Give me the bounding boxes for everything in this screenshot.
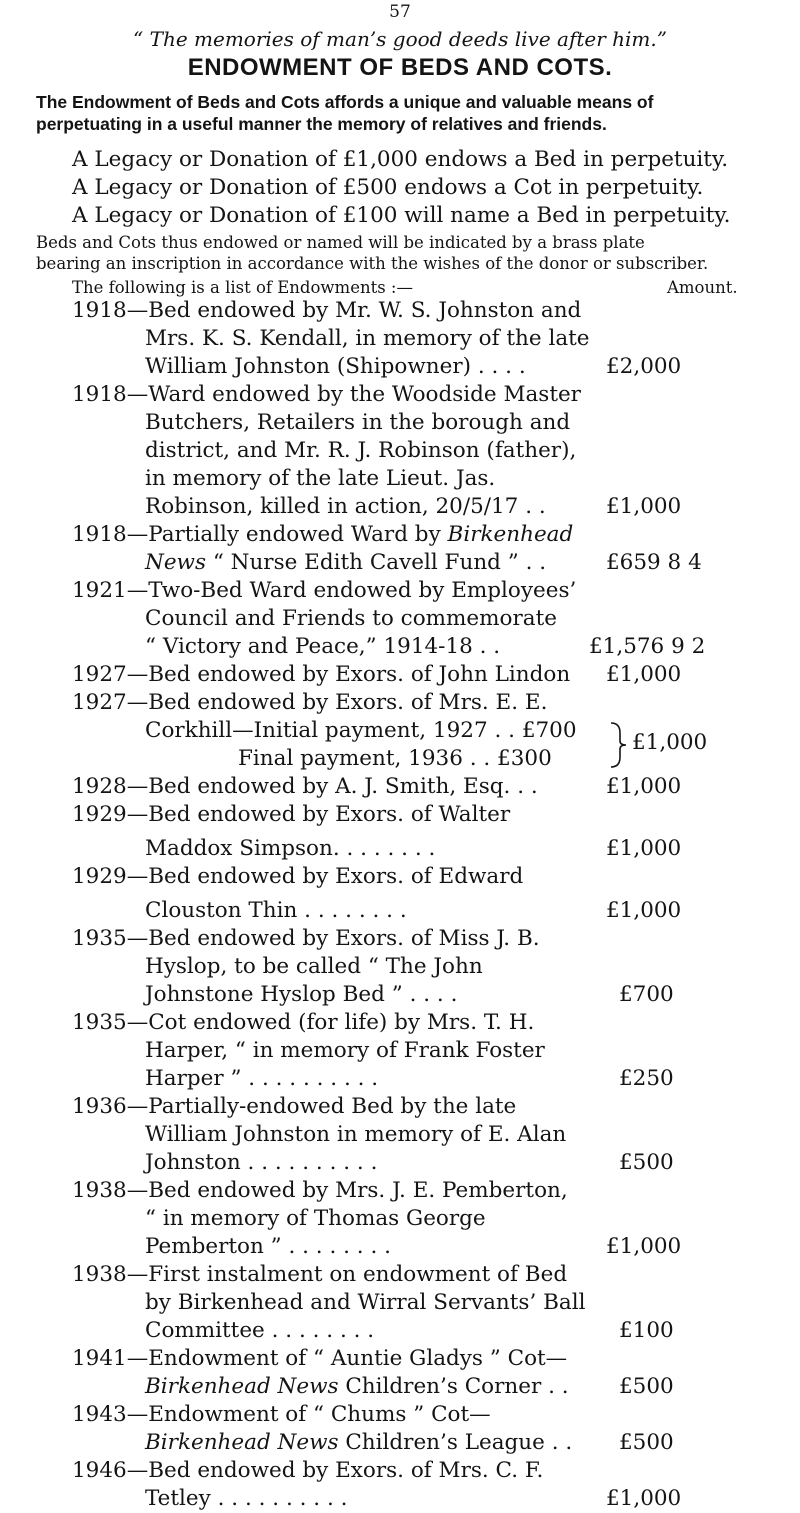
note-line: bearing an inscription in accordance with the wishes of the donor or subscriber. — [36, 254, 709, 273]
entry-line: Mrs. K. S. Kendall, in memory of the late — [145, 326, 590, 351]
entry-amount: £500 — [619, 1374, 674, 1399]
endowment-entry — [72, 689, 792, 773]
endowment-entry — [72, 863, 792, 925]
entry-amount: £700 — [619, 982, 674, 1007]
entry-line: 1938—First instalment on endowment of Bed — [72, 1262, 568, 1287]
entry-amount: £1,000 — [606, 1234, 682, 1259]
entry-line: Children’s Corner . . — [338, 1374, 569, 1399]
endowment-entry — [72, 1457, 792, 1513]
entry-amount: £1,000 — [606, 662, 682, 687]
endowment-entry — [72, 1093, 792, 1177]
entry-line: Pemberton ” . . . . . . . . — [145, 1234, 391, 1259]
newspaper-name: Birkenhead News — [145, 1430, 339, 1455]
entry-amount: £250 — [619, 1066, 674, 1091]
endowment-entry — [72, 521, 792, 577]
entry-line: Clouston Thin . . . . . . . . — [145, 898, 407, 923]
entry-line: “ Victory and Peace,” 1914-18 . . — [145, 634, 501, 659]
note-line: Beds and Cots thus endowed or named will be indicated by a brass plate — [36, 233, 645, 252]
entry-line: William Johnston in memory of E. Alan — [145, 1122, 567, 1147]
entry-amount: £1,000 — [606, 494, 682, 519]
endowment-entry — [72, 381, 792, 521]
entry-line: district, and Mr. R. J. Robinson (father), — [145, 438, 577, 463]
entry-line: Tetley . . . . . . . . . . — [145, 1486, 348, 1511]
epigraph-quote: “ The memories of man’s good deeds live after him.” — [133, 27, 667, 51]
entry-line: 1941—Endowment of “ Auntie Gladys ” Cot— — [72, 1346, 568, 1371]
legacy-line-name-bed: A Legacy or Donation of £100 will name a Bed in perpetuity. — [72, 203, 731, 228]
entry-line: Harper, “ in memory of Frank Foster — [145, 1038, 545, 1063]
entry-amount: £1,000 — [606, 1486, 682, 1511]
entry-line: Final payment, 1936 . . £300 — [238, 746, 552, 771]
entry-line: 1929—Bed endowed by Exors. of Walter — [72, 802, 511, 827]
entry-amount: £2,000 — [606, 354, 682, 379]
endowment-entry — [72, 773, 792, 801]
entry-line: Council and Friends to commemorate — [145, 606, 557, 631]
newspaper-name: Birkenhead News — [145, 1374, 339, 1399]
endowment-entry — [72, 801, 792, 863]
entry-line: Robinson, killed in action, 20/5/17 . . — [145, 494, 546, 519]
entry-amount: £100 — [619, 1318, 674, 1343]
entry-amount: £500 — [619, 1150, 674, 1175]
entry-line: 1935—Bed endowed by Exors. of Miss J. B. — [72, 926, 540, 951]
entry-line: 1921—Two-Bed Ward endowed by Employees’ — [72, 578, 577, 603]
endowment-entry — [72, 1261, 792, 1345]
entry-line: by Birkenhead and Wirral Servants’ Ball — [145, 1290, 586, 1315]
legacy-line-cot: A Legacy or Donation of £500 endows a Cot in perpetuity. — [72, 175, 704, 200]
entry-amount: £659 8 4 — [606, 550, 702, 575]
entry-line: William Johnston (Shipowner) . . . . — [145, 354, 526, 379]
entry-line: 1929—Bed endowed by Exors. of Edward — [72, 864, 524, 889]
entry-line: 1918—Ward endowed by the Woodside Master — [72, 382, 581, 407]
legacy-line-bed: A Legacy or Donation of £1,000 endows a Bed in perpetuity. — [72, 147, 729, 172]
entry-line: “ in memory of Thomas George — [145, 1206, 486, 1231]
entry-line: Corkhill—Initial payment, 1927 . . £700 — [145, 718, 577, 743]
entry-line: “ Nurse Edith Cavell Fund ” . . — [205, 550, 547, 575]
page-number: 57 — [389, 2, 411, 22]
intro-paragraph — [36, 91, 776, 135]
right-brace-icon — [608, 717, 630, 773]
entry-line: Harper ” . . . . . . . . . . — [145, 1066, 379, 1091]
entry-line: 1943—Endowment of “ Chums ” Cot— — [72, 1402, 491, 1427]
entry-amount: £500 — [619, 1430, 674, 1455]
entry-line: 1918—Partially endowed Ward by — [72, 522, 448, 547]
entry-line: 1927—Bed endowed by Exors. of John Lindon — [72, 662, 571, 687]
entry-line: Children’s League . . — [338, 1430, 573, 1455]
entry-line: Butchers, Retailers in the borough and — [145, 410, 571, 435]
endowment-entry — [72, 297, 792, 381]
brace-group — [608, 717, 708, 773]
page-title: ENDOWMENT OF BEDS AND COTS. — [187, 54, 613, 81]
entry-line: Johnston . . . . . . . . . . — [145, 1150, 378, 1175]
endowment-entry — [72, 1177, 792, 1261]
entry-line: 1928—Bed endowed by A. J. Smith, Esq. . . — [72, 774, 538, 799]
list-intro: The following is a list of Endowments :— — [72, 278, 413, 297]
entry-line: 1936—Partially-endowed Bed by the late — [72, 1094, 517, 1119]
endowment-list — [72, 297, 792, 1513]
newspaper-name: News — [145, 550, 206, 575]
entry-line: 1946—Bed endowed by Exors. of Mrs. C. F. — [72, 1458, 544, 1483]
entry-amount: £1,000 — [606, 774, 682, 799]
endowment-entry — [72, 1345, 792, 1401]
entry-amount: £1,000 — [606, 836, 682, 861]
intro-line: The Endowment of Beds and Cots affords a unique and valuable means of — [36, 92, 654, 112]
entry-amount: £1,576 9 2 — [589, 634, 706, 659]
brass-plate-note — [36, 232, 781, 274]
entry-line: Hyslop, to be called “ The John — [145, 954, 483, 979]
entry-line: 1918—Bed endowed by Mr. W. S. Johnston and — [72, 298, 582, 323]
amount-column-header: Amount. — [667, 278, 738, 297]
entry-line: 1938—Bed endowed by Mrs. J. E. Pemberton, — [72, 1178, 568, 1203]
endowment-entry — [72, 925, 792, 1009]
entry-line: in memory of the late Lieut. Jas. — [145, 466, 496, 491]
entry-amount: £1,000 — [632, 730, 708, 755]
endowment-entry — [72, 1009, 792, 1093]
entry-line: 1927—Bed endowed by Exors. of Mrs. E. E. — [72, 690, 548, 715]
endowment-entry — [72, 577, 792, 661]
endowment-entry — [72, 1401, 792, 1457]
entry-amount: £1,000 — [606, 898, 682, 923]
entry-line: Maddox Simpson. . . . . . . . — [145, 836, 436, 861]
entry-line: Johnstone Hyslop Bed ” . . . . — [145, 982, 458, 1007]
intro-line: perpetuating in a useful manner the memory of relatives and friends. — [36, 114, 607, 134]
endowment-entry — [72, 661, 792, 689]
entry-line: 1935—Cot endowed (for life) by Mrs. T. H. — [72, 1010, 535, 1035]
entry-line: Committee . . . . . . . . — [145, 1318, 375, 1343]
list-header — [72, 278, 782, 297]
newspaper-name: Birkenhead — [447, 522, 574, 547]
